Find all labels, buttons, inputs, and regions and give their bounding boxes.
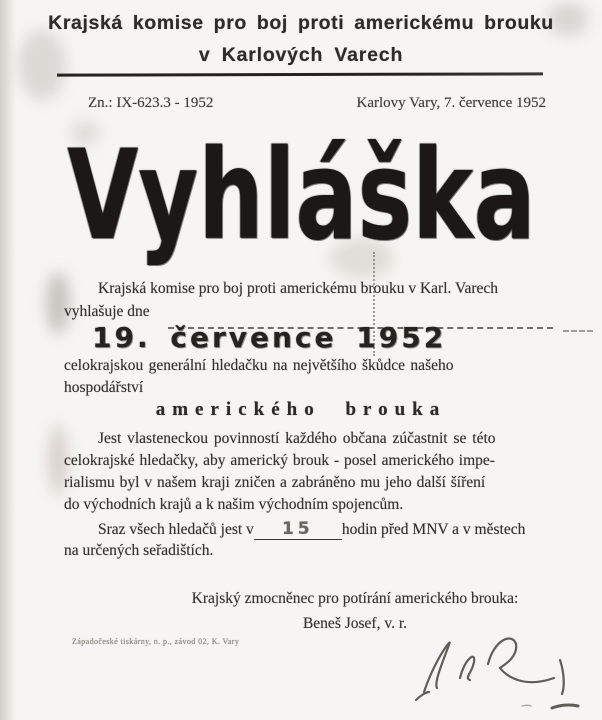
lead-line-1: celokrajskou generální hledačku na největšího škůdce našeho bbox=[64, 357, 454, 374]
reference-number: Zn.: IX-623.3 - 1952 bbox=[88, 95, 214, 111]
committee-name-line1: Krajská komise pro boj proti americkému brouku bbox=[48, 12, 554, 34]
meeting-prefix: Sraz všech hledačů jest v bbox=[98, 521, 254, 538]
body-line-2: celokrajské hledačky, aby americký brouk - posel amerického impe- bbox=[64, 452, 495, 469]
intro-line-1: Krajská komise pro boj proti americkému brouku v Karl. Varech bbox=[98, 280, 499, 297]
reference-row bbox=[88, 95, 546, 112]
meeting-suffix: hodin před MNV a v městech bbox=[341, 521, 526, 538]
body-line-4: do východních krajů a k našim východním spojencům. bbox=[64, 496, 404, 513]
meeting-line bbox=[64, 519, 525, 540]
intro-line-2: vyhlašuje dne bbox=[64, 303, 150, 320]
signer-role: Krajský zmocněnec pro potírání amerického brouka: bbox=[191, 590, 519, 607]
body-line-3: rialismu byl v našem kraji zničen a zabráněno mu jeho další šíření bbox=[64, 474, 486, 491]
printer-imprint: Západočeské tiskárny, n. p., závod 02, K. Vary bbox=[72, 637, 240, 646]
place-and-date: Karlovy Vary, 7. července 1952 bbox=[356, 95, 546, 111]
committee-header bbox=[0, 12, 602, 67]
meeting-time-handwritten: 15 bbox=[281, 519, 314, 539]
pest-name-emphasis: amerického brouka bbox=[155, 399, 447, 420]
body-line-1: Jest vlasteneckou povinností každého občana zúčastnit se této bbox=[98, 430, 496, 447]
time-blank bbox=[254, 519, 342, 540]
date-blank-line-fragment bbox=[563, 330, 593, 332]
header-rule bbox=[57, 72, 543, 76]
scan-edge-shadow bbox=[0, 0, 16, 720]
meeting-line-2: na určených seřadištích. bbox=[64, 542, 214, 559]
proclamation-title: Vyhláška bbox=[66, 122, 536, 268]
handwritten-signature bbox=[402, 616, 592, 716]
committee-name-line2: v Karlových Varech bbox=[198, 44, 404, 66]
campaign-date-stamp: 19. července 1952 bbox=[92, 321, 447, 354]
lead-line-2: hospodářství bbox=[64, 379, 144, 396]
signer-name: Beneš Josef, v. r. bbox=[302, 615, 408, 632]
